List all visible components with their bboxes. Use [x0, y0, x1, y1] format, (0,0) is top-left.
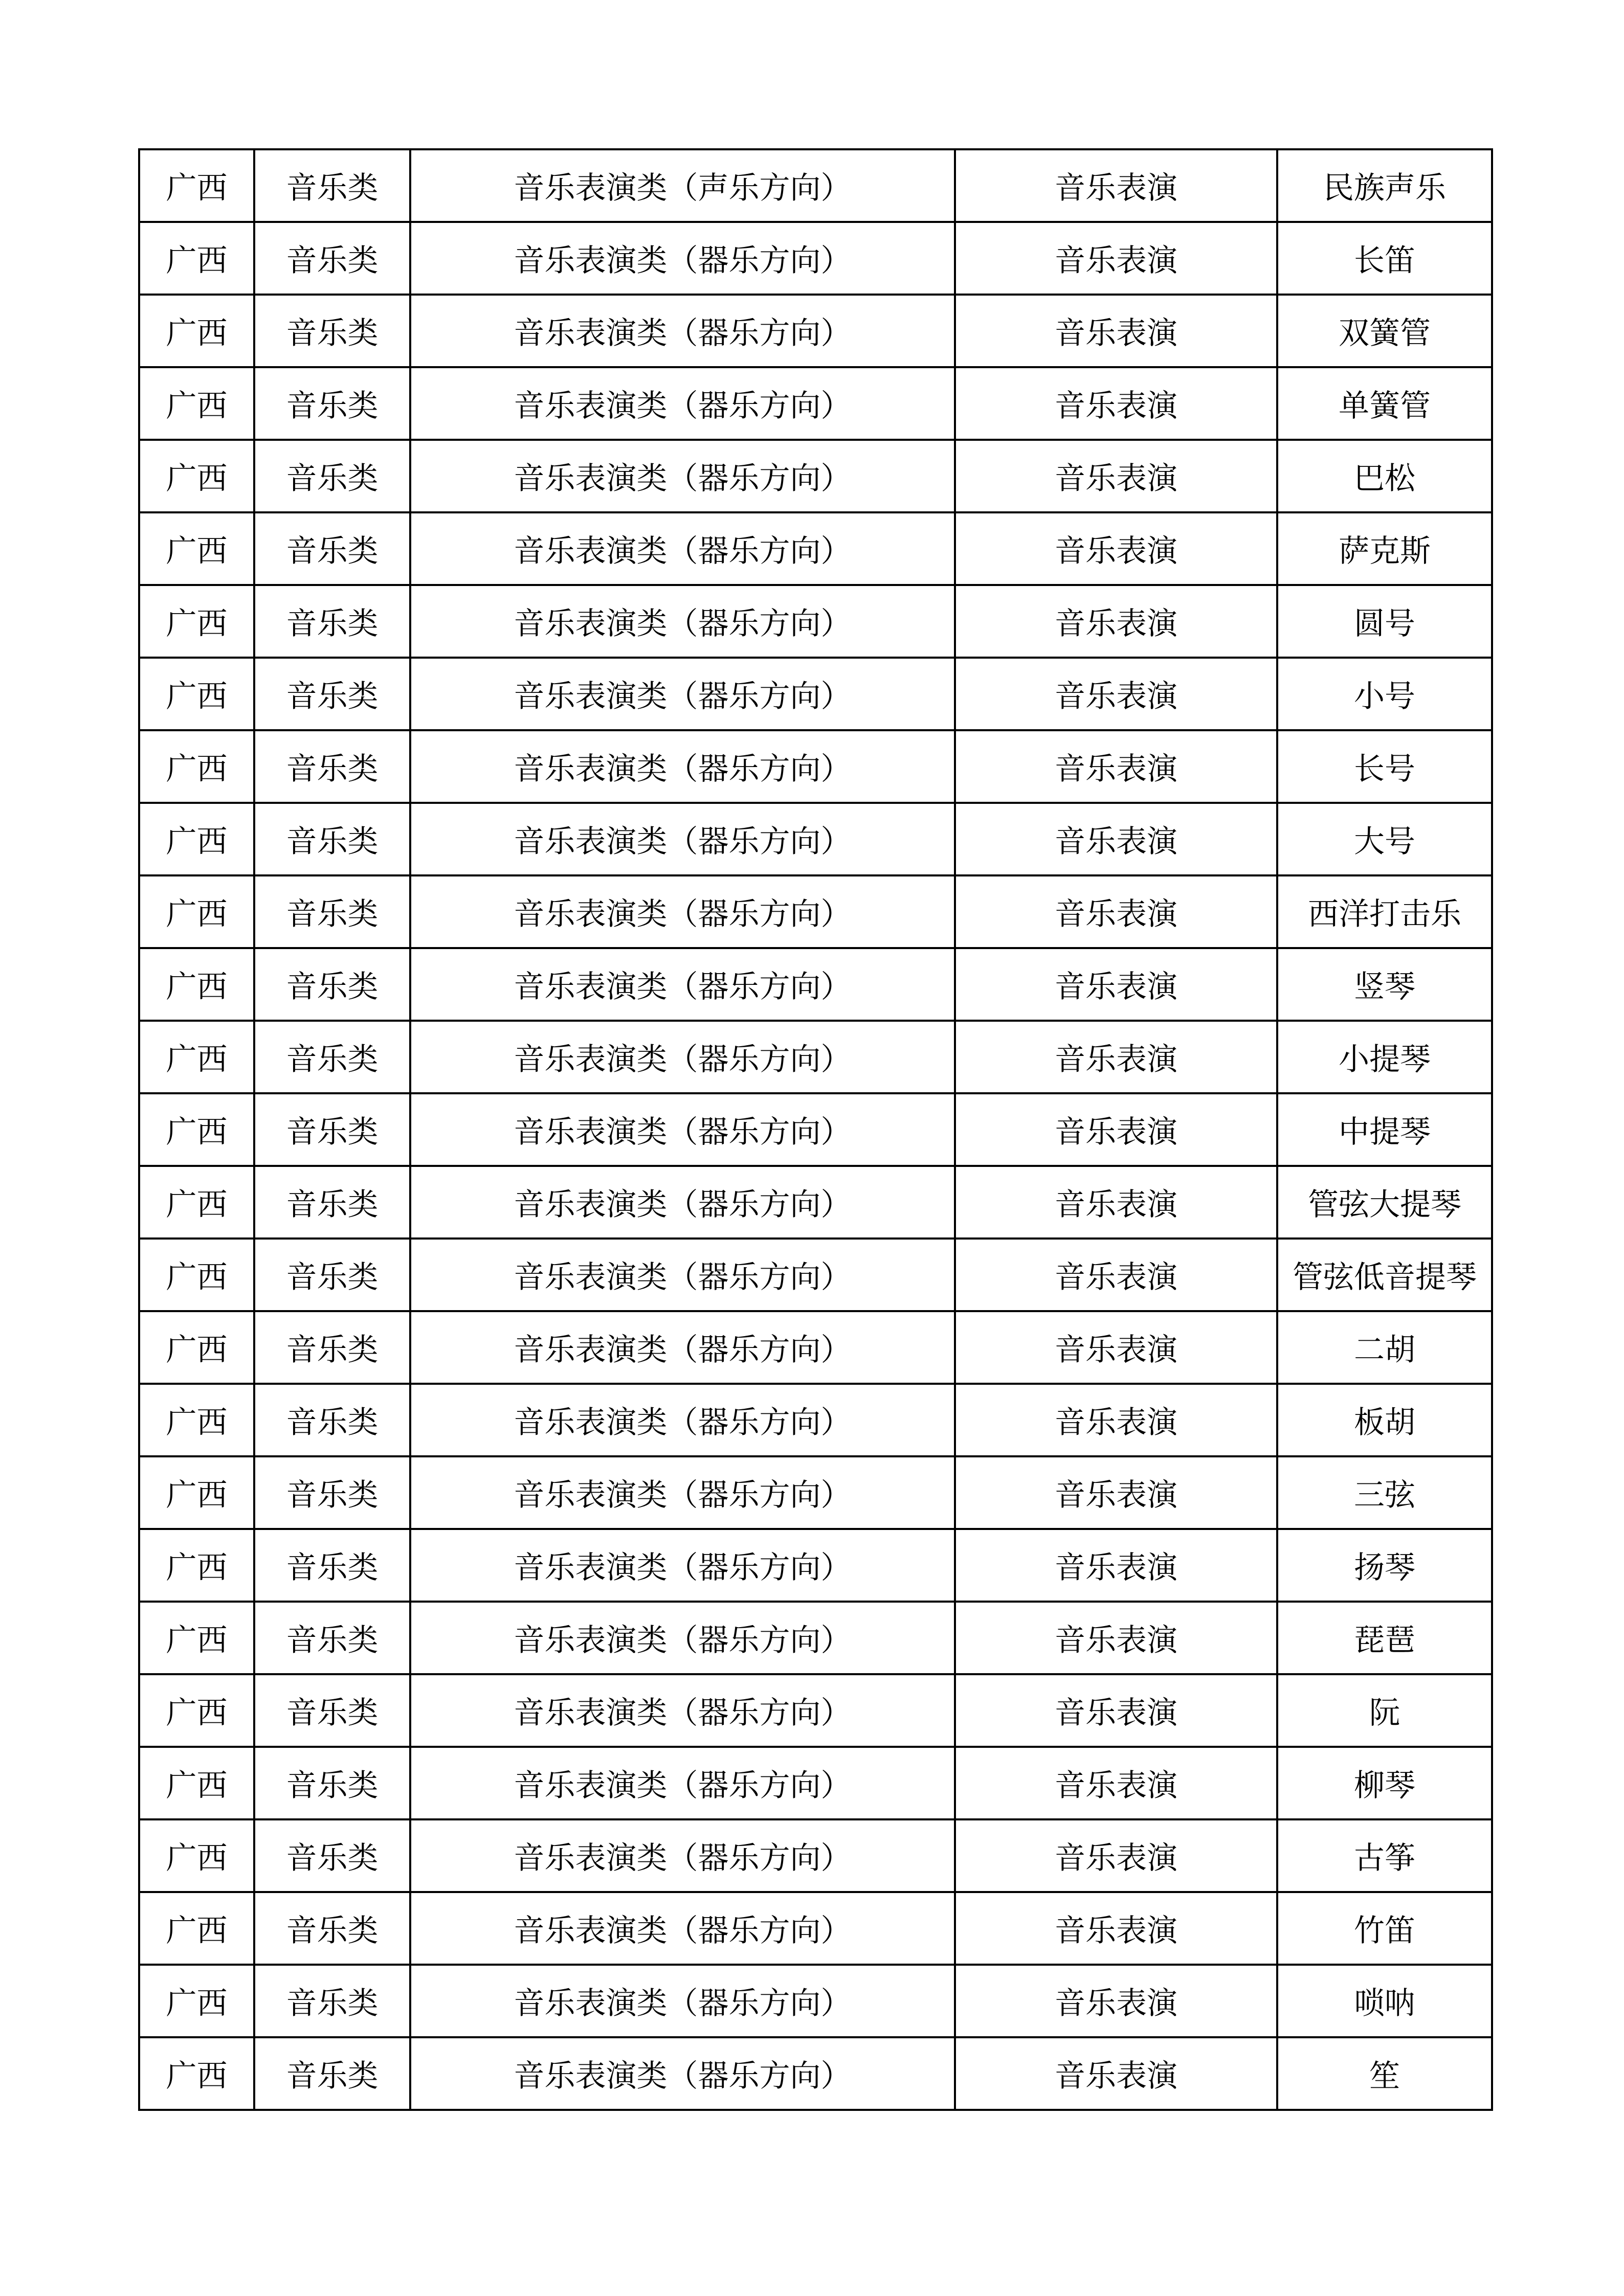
exam-type-cell: 音乐表演类（器乐方向） [410, 1819, 955, 1892]
exam-type-cell: 音乐表演类（器乐方向） [410, 948, 955, 1021]
province-cell: 广西 [139, 1819, 254, 1892]
category-cell: 音乐类 [254, 367, 410, 440]
exam-type-cell: 音乐表演类（器乐方向） [410, 1602, 955, 1674]
province-cell: 广西 [139, 1311, 254, 1384]
province-cell: 广西 [139, 1384, 254, 1456]
province-cell: 广西 [139, 1021, 254, 1093]
major-cell: 音乐表演 [955, 1747, 1277, 1819]
direction-cell: 板胡 [1277, 1384, 1492, 1456]
major-cell: 音乐表演 [955, 1239, 1277, 1311]
direction-cell: 民族声乐 [1277, 149, 1492, 222]
direction-cell: 小号 [1277, 658, 1492, 730]
direction-cell: 巴松 [1277, 440, 1492, 512]
category-cell: 音乐类 [254, 1892, 410, 1965]
direction-cell: 管弦大提琴 [1277, 1166, 1492, 1239]
category-cell: 音乐类 [254, 1529, 410, 1602]
province-cell: 广西 [139, 585, 254, 658]
category-cell: 音乐类 [254, 658, 410, 730]
major-cell: 音乐表演 [955, 585, 1277, 658]
direction-cell: 扬琴 [1277, 1529, 1492, 1602]
direction-cell: 大号 [1277, 803, 1492, 875]
exam-type-cell: 音乐表演类（器乐方向） [410, 1892, 955, 1965]
category-cell: 音乐类 [254, 1819, 410, 1892]
category-cell: 音乐类 [254, 1093, 410, 1166]
major-cell: 音乐表演 [955, 730, 1277, 803]
exam-type-cell: 音乐表演类（器乐方向） [410, 1239, 955, 1311]
table-row [139, 1384, 1492, 1456]
major-cell: 音乐表演 [955, 1602, 1277, 1674]
exam-type-cell: 音乐表演类（器乐方向） [410, 658, 955, 730]
major-cell: 音乐表演 [955, 1384, 1277, 1456]
table-row [139, 1166, 1492, 1239]
major-cell: 音乐表演 [955, 295, 1277, 367]
major-cell: 音乐表演 [955, 875, 1277, 948]
direction-cell: 琵琶 [1277, 1602, 1492, 1674]
table-row [139, 803, 1492, 875]
document-table [138, 148, 1493, 2111]
direction-cell: 阮 [1277, 1674, 1492, 1747]
province-cell: 广西 [139, 948, 254, 1021]
direction-cell: 萨克斯 [1277, 512, 1492, 585]
table-row [139, 367, 1492, 440]
province-cell: 广西 [139, 440, 254, 512]
province-cell: 广西 [139, 222, 254, 295]
province-cell: 广西 [139, 875, 254, 948]
province-cell: 广西 [139, 658, 254, 730]
direction-cell: 二胡 [1277, 1311, 1492, 1384]
category-cell: 音乐类 [254, 1239, 410, 1311]
exam-type-cell: 音乐表演类（器乐方向） [410, 730, 955, 803]
exam-type-cell: 音乐表演类（器乐方向） [410, 440, 955, 512]
direction-cell: 三弦 [1277, 1456, 1492, 1529]
major-cell: 音乐表演 [955, 803, 1277, 875]
province-cell: 广西 [139, 295, 254, 367]
category-cell: 音乐类 [254, 1021, 410, 1093]
major-cell: 音乐表演 [955, 1674, 1277, 1747]
category-cell: 音乐类 [254, 222, 410, 295]
table-row [139, 1819, 1492, 1892]
province-cell: 广西 [139, 1674, 254, 1747]
province-cell: 广西 [139, 1166, 254, 1239]
province-cell: 广西 [139, 367, 254, 440]
category-cell: 音乐类 [254, 1456, 410, 1529]
exam-type-cell: 音乐表演类（器乐方向） [410, 1674, 955, 1747]
table-row [139, 948, 1492, 1021]
major-cell: 音乐表演 [955, 948, 1277, 1021]
table-row [139, 149, 1492, 222]
table-row [139, 1965, 1492, 2037]
direction-cell: 中提琴 [1277, 1093, 1492, 1166]
exam-type-cell: 音乐表演类（器乐方向） [410, 1311, 955, 1384]
exam-type-cell: 音乐表演类（器乐方向） [410, 1529, 955, 1602]
exam-type-cell: 音乐表演类（器乐方向） [410, 1093, 955, 1166]
major-cell: 音乐表演 [955, 1892, 1277, 1965]
table-row [139, 295, 1492, 367]
table-row [139, 585, 1492, 658]
province-cell: 广西 [139, 803, 254, 875]
table-row [139, 1892, 1492, 1965]
major-cell: 音乐表演 [955, 222, 1277, 295]
province-cell: 广西 [139, 1892, 254, 1965]
table-row [139, 1674, 1492, 1747]
exam-type-cell: 音乐表演类（声乐方向） [410, 149, 955, 222]
table-body [139, 149, 1492, 2110]
major-cell: 音乐表演 [955, 658, 1277, 730]
exam-type-cell: 音乐表演类（器乐方向） [410, 1021, 955, 1093]
major-cell: 音乐表演 [955, 1965, 1277, 2037]
major-cell: 音乐表演 [955, 1819, 1277, 1892]
category-cell: 音乐类 [254, 295, 410, 367]
province-cell: 广西 [139, 1239, 254, 1311]
major-cell: 音乐表演 [955, 2037, 1277, 2110]
exam-type-cell: 音乐表演类（器乐方向） [410, 1166, 955, 1239]
category-cell: 音乐类 [254, 1311, 410, 1384]
direction-cell: 小提琴 [1277, 1021, 1492, 1093]
province-cell: 广西 [139, 512, 254, 585]
table-row [139, 1093, 1492, 1166]
exam-type-cell: 音乐表演类（器乐方向） [410, 512, 955, 585]
table-row [139, 658, 1492, 730]
category-cell: 音乐类 [254, 2037, 410, 2110]
major-cell: 音乐表演 [955, 1093, 1277, 1166]
direction-cell: 竹笛 [1277, 1892, 1492, 1965]
major-cell: 音乐表演 [955, 1021, 1277, 1093]
province-cell: 广西 [139, 1529, 254, 1602]
major-cell: 音乐表演 [955, 1166, 1277, 1239]
direction-cell: 单簧管 [1277, 367, 1492, 440]
direction-cell: 长号 [1277, 730, 1492, 803]
exam-type-cell: 音乐表演类（器乐方向） [410, 367, 955, 440]
major-cell: 音乐表演 [955, 1529, 1277, 1602]
major-cell: 音乐表演 [955, 512, 1277, 585]
direction-cell: 西洋打击乐 [1277, 875, 1492, 948]
table-row [139, 222, 1492, 295]
province-cell: 广西 [139, 2037, 254, 2110]
direction-cell: 圆号 [1277, 585, 1492, 658]
province-cell: 广西 [139, 1456, 254, 1529]
category-cell: 音乐类 [254, 875, 410, 948]
exam-type-cell: 音乐表演类（器乐方向） [410, 1456, 955, 1529]
category-cell: 音乐类 [254, 1166, 410, 1239]
province-cell: 广西 [139, 1747, 254, 1819]
direction-cell: 古筝 [1277, 1819, 1492, 1892]
major-cell: 音乐表演 [955, 149, 1277, 222]
category-cell: 音乐类 [254, 1747, 410, 1819]
exam-type-cell: 音乐表演类（器乐方向） [410, 1747, 955, 1819]
major-cell: 音乐表演 [955, 1456, 1277, 1529]
category-cell: 音乐类 [254, 1602, 410, 1674]
table-row [139, 1456, 1492, 1529]
table-row [139, 1021, 1492, 1093]
table-row [139, 1311, 1492, 1384]
table-row [139, 1239, 1492, 1311]
category-cell: 音乐类 [254, 948, 410, 1021]
table-row [139, 1602, 1492, 1674]
table-row [139, 1747, 1492, 1819]
province-cell: 广西 [139, 730, 254, 803]
table-row [139, 1529, 1492, 1602]
direction-cell: 管弦低音提琴 [1277, 1239, 1492, 1311]
exam-type-cell: 音乐表演类（器乐方向） [410, 1384, 955, 1456]
table-row [139, 875, 1492, 948]
exam-type-cell: 音乐表演类（器乐方向） [410, 585, 955, 658]
category-cell: 音乐类 [254, 512, 410, 585]
province-cell: 广西 [139, 149, 254, 222]
exam-type-cell: 音乐表演类（器乐方向） [410, 295, 955, 367]
exam-type-cell: 音乐表演类（器乐方向） [410, 2037, 955, 2110]
direction-cell: 竖琴 [1277, 948, 1492, 1021]
major-cell: 音乐表演 [955, 440, 1277, 512]
category-cell: 音乐类 [254, 585, 410, 658]
direction-cell: 双簧管 [1277, 295, 1492, 367]
category-cell: 音乐类 [254, 1965, 410, 2037]
exam-type-cell: 音乐表演类（器乐方向） [410, 1965, 955, 2037]
table-row [139, 730, 1492, 803]
province-cell: 广西 [139, 1093, 254, 1166]
direction-cell: 柳琴 [1277, 1747, 1492, 1819]
category-cell: 音乐类 [254, 803, 410, 875]
table-row [139, 440, 1492, 512]
table-row [139, 2037, 1492, 2110]
direction-cell: 笙 [1277, 2037, 1492, 2110]
category-cell: 音乐类 [254, 1674, 410, 1747]
exam-type-cell: 音乐表演类（器乐方向） [410, 875, 955, 948]
table-row [139, 512, 1492, 585]
direction-cell: 长笛 [1277, 222, 1492, 295]
major-cell: 音乐表演 [955, 367, 1277, 440]
major-cell: 音乐表演 [955, 1311, 1277, 1384]
category-cell: 音乐类 [254, 149, 410, 222]
direction-cell: 唢呐 [1277, 1965, 1492, 2037]
category-cell: 音乐类 [254, 440, 410, 512]
province-cell: 广西 [139, 1602, 254, 1674]
exam-type-cell: 音乐表演类（器乐方向） [410, 803, 955, 875]
category-cell: 音乐类 [254, 1384, 410, 1456]
province-cell: 广西 [139, 1965, 254, 2037]
category-cell: 音乐类 [254, 730, 410, 803]
exam-type-cell: 音乐表演类（器乐方向） [410, 222, 955, 295]
